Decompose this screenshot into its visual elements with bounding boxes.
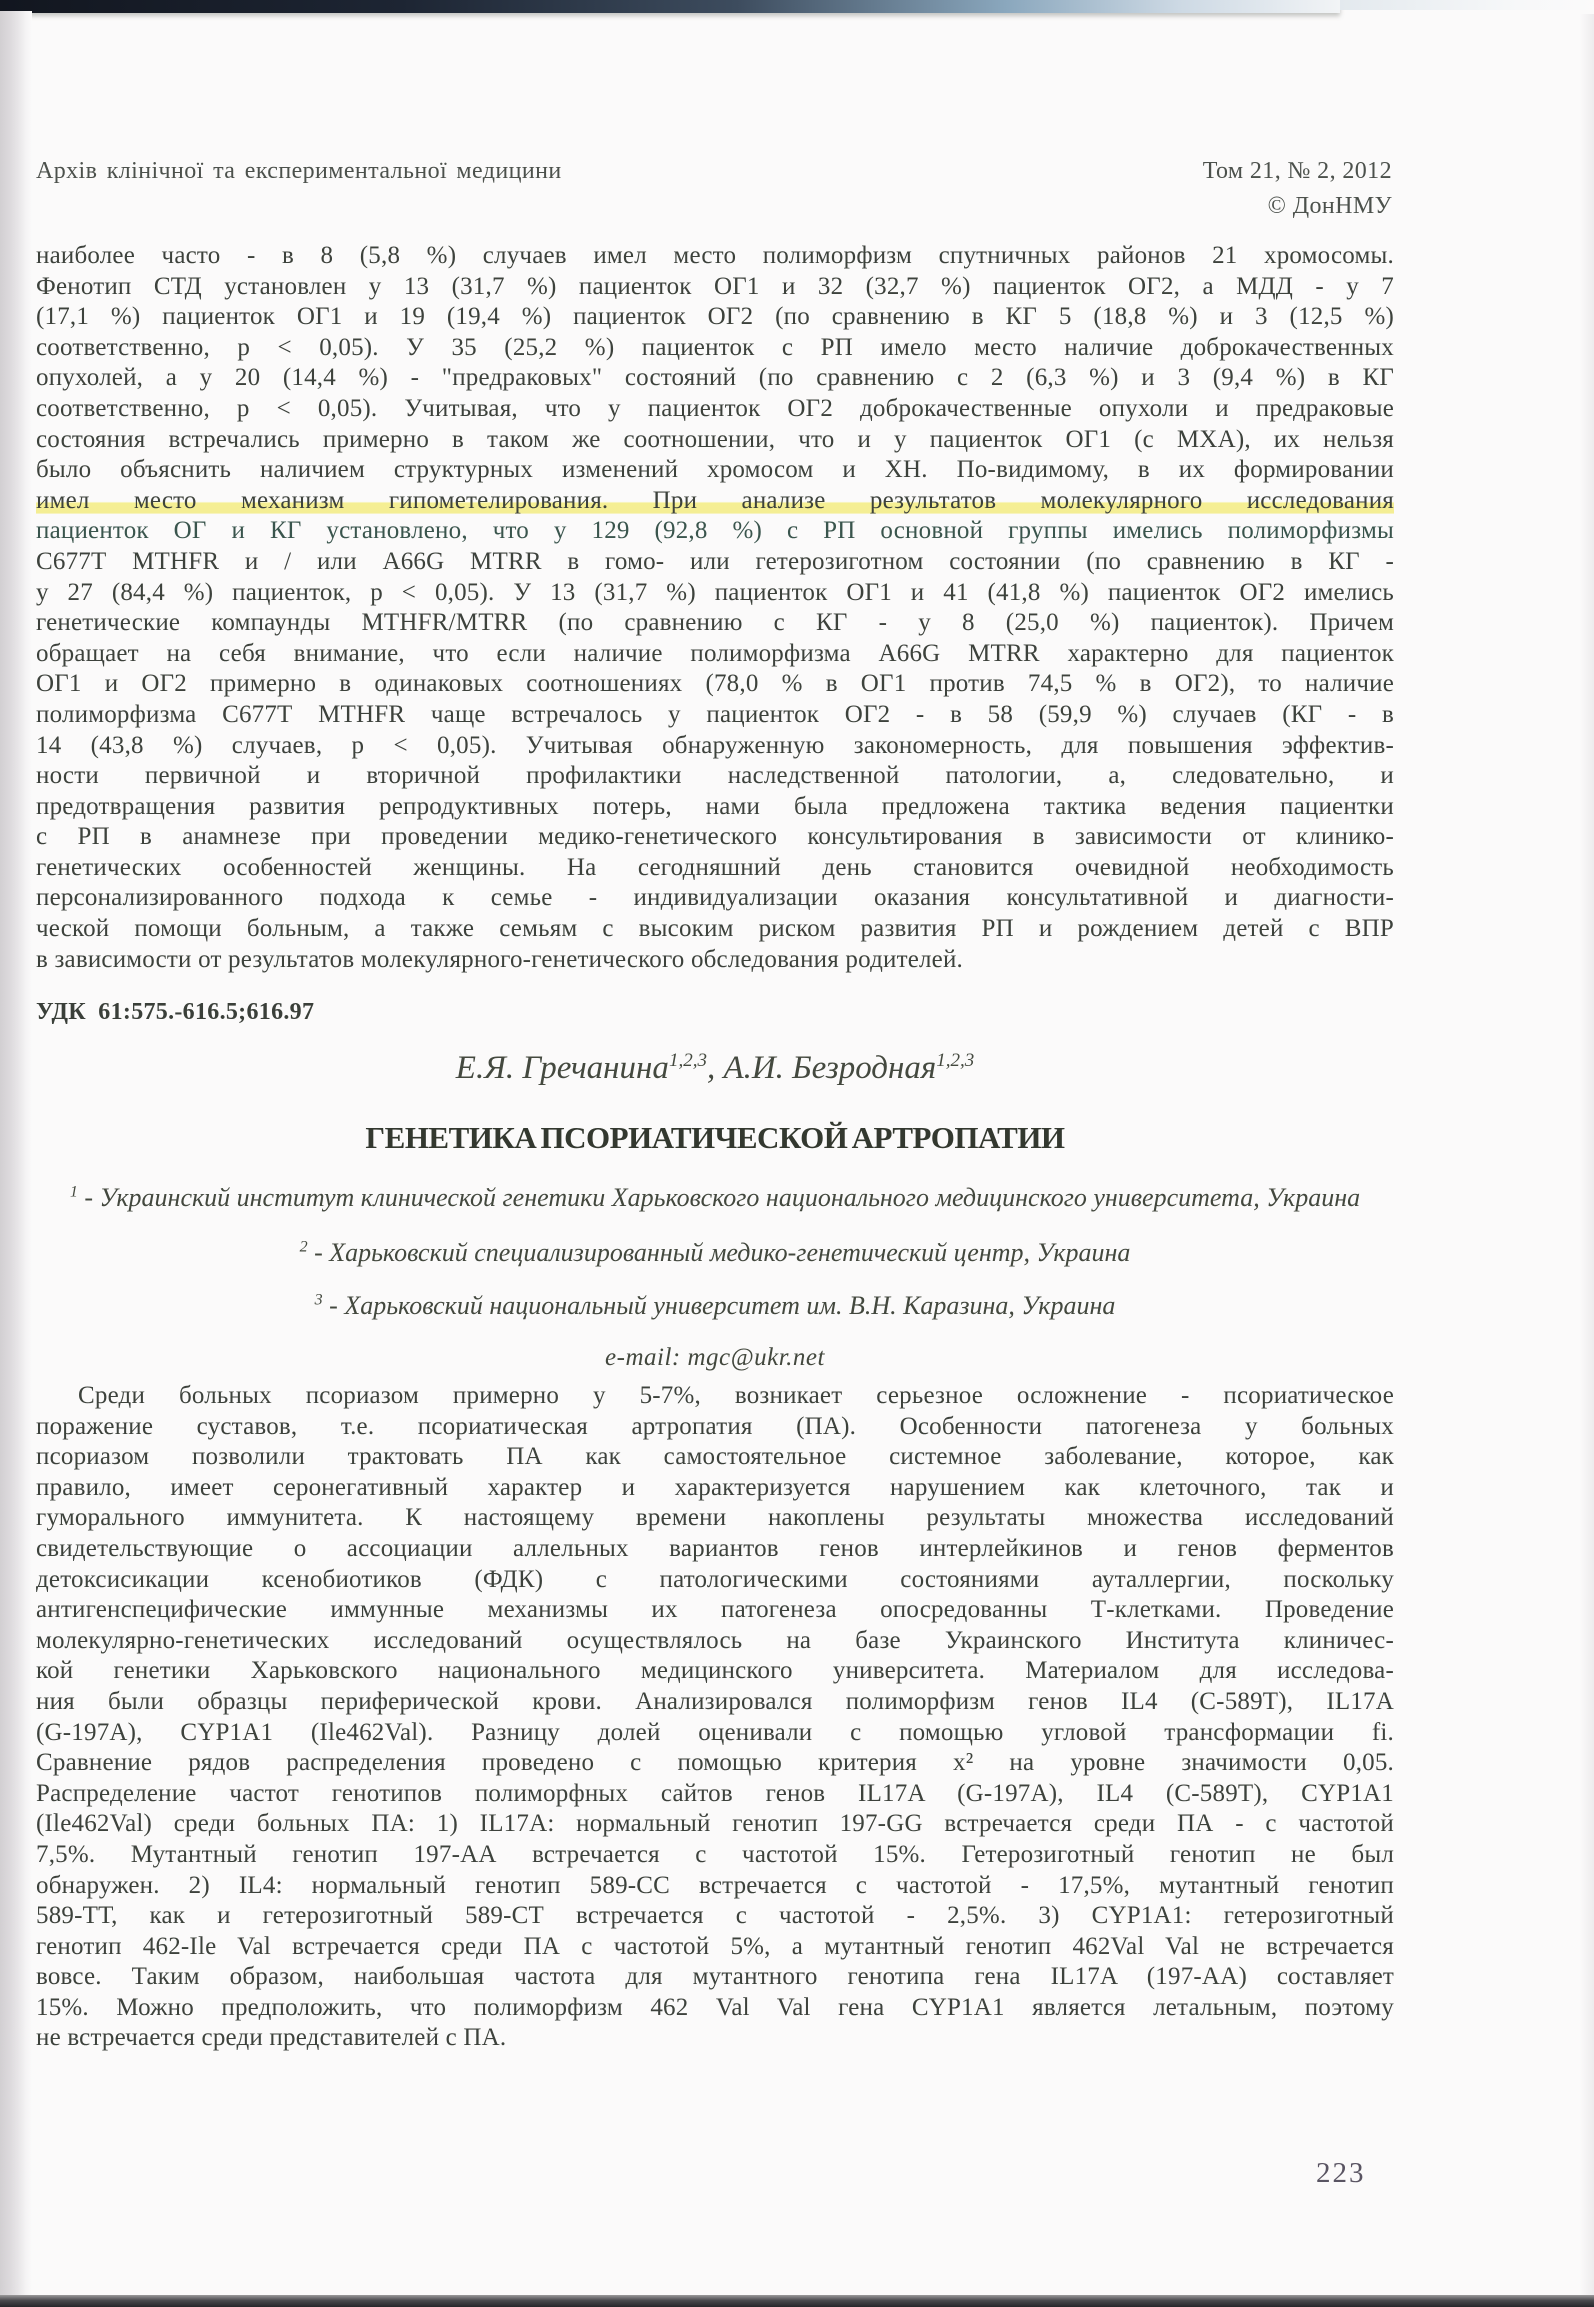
text-line: было объяснить наличием структурных изменений хромосом и ХН. По-видимому, в их формировании <box>36 456 1394 484</box>
issue-header <box>1203 154 1392 224</box>
preceding-article-body-text <box>36 241 1394 975</box>
text-line: 7,5%. Мутантный генотип 197-АА встречается с частотой 15%. Гетерозиготный генотип не был <box>36 1840 1394 1868</box>
issue-copyright: © ДонНМУ <box>1267 193 1392 219</box>
text-line: Среди больных псориазом примерно у 5-7%, возникает серьезное осложнение - псориатическое <box>78 1382 1394 1409</box>
text-line: не встречается среди представителей с ПА. <box>36 2024 507 2052</box>
text-line: обращает на себя внимание, что если наличие полиморфизма A66G MTRR характерно для пациенток <box>36 639 1394 667</box>
text-line: соответственно, р < 0,05). Учитывая, что у пациенток ОГ2 доброкачественные опухоли и предраковые <box>36 394 1394 422</box>
text-line: ческой помощи больным, а также семьям с высоким риском развития РП и рождением детей с ВПР <box>36 915 1394 943</box>
author-affil-marks: 1,2,3 <box>668 1050 707 1071</box>
text-line: вовсе. Таким образом, наибольшая частота для мутантного генотипа гена IL17A (197-АА) составляет <box>36 1963 1394 1991</box>
abstract-body-text <box>36 1381 1394 2054</box>
affiliation-text: - Харьковский специализированный медико-генетический центр, Украина <box>307 1238 1131 1267</box>
text-line: ния были образцы периферической крови. Анализировался полиморфизм генов IL4 (C-589T), IL17A <box>36 1687 1394 1715</box>
text-line: у 27 (84,4 %) пациенток, р < 0,05). У 13 (31,7 %) пациенток ОГ1 и 41 (41,8 %) пациенток ОГ2 имелись <box>36 578 1394 606</box>
text-line: соответственно, р < 0,05). У 35 (25,2 %) пациенток с РП имело место наличие доброкачественных <box>36 333 1394 361</box>
scan-edge-top-fade <box>1340 0 1594 10</box>
text-line: (G-197A), CYP1A1 (Ile462Val). Разницу долей оценивали с помощью угловой трансформации fi. <box>36 1718 1394 1746</box>
affiliation-mark: 2 <box>299 1238 308 1256</box>
text-line: кой генетики Харьковского национального медицинского университета. Материалом для исследова- <box>36 1657 1394 1685</box>
text-line: пациенток ОГ и КГ установлено, что у 129 (92,8 %) с РП основной группы имелись полиморфизмы <box>36 517 1394 545</box>
text-line: поражение суставов, т.е. псориатическая артропатия (ПА). Особенности патогенеза у больных <box>36 1412 1394 1440</box>
text-line: полиморфизма С677Т MTHFR чаще встречалось у пациенток ОГ2 - в 58 (59,9 %) случаев (КГ - в <box>36 700 1394 728</box>
text-line: ОГ1 и ОГ2 примерно в одинаковых соотношениях (78,0 % в ОГ1 против 74,5 % в ОГ2), то наличие <box>36 670 1394 698</box>
text-line: состояния встречались примерно в таком же соотношении, что и у пациенток ОГ1 (с МХА), их нельзя <box>36 425 1394 453</box>
text-line: генетических особенностей женщины. На сегодняшний день становится очевидной необходимость <box>36 853 1394 881</box>
authors-separator: , <box>706 1050 724 1086</box>
scan-edge-bottom <box>0 2295 1594 2307</box>
text-line: С677Т MTHFR и / или A66G MTRR в гомо- или гетерозиготном состоянии (по сравнению в КГ - <box>36 547 1394 575</box>
affiliation-mark: 1 <box>69 1183 78 1201</box>
text-line: Фенотип СТД установлен у 13 (31,7 %) пациенток ОГ1 и 32 (32,7 %) пациенток ОГ2, а МДД - у 7 <box>36 272 1394 300</box>
text-line: антигенспецифические иммунные механизмы их патогенеза опосредованны Т-клетками. Проведение <box>36 1596 1394 1624</box>
email-line: e-mail: mgc@ukr.net <box>605 1344 825 1371</box>
text-line: Распределение частот генотипов полиморфных сайтов генов IL17A (G-197A), IL4 (C-589T), CYP1A1 <box>36 1779 1394 1807</box>
authors-line <box>0 1050 1430 1087</box>
text-line: (17,1 %) пациенток ОГ1 и 19 (19,4 %) пациенток ОГ2 (по сравнению в КГ 5 (18,8 %) и 3 (12,5 %) <box>36 303 1394 331</box>
text-line: обнаружен. 2) IL4: нормальный генотип 589-СС встречается с частотой - 17,5%, мутантный генотип <box>36 1871 1394 1899</box>
text-line: генетические компаунды MTHFR/MTRR (по сравнению с КГ - у 8 (25,0 %) пациенток). Причем <box>36 609 1394 637</box>
text-line: гуморального иммунитета. К настоящему времени накоплены результаты множества исследований <box>36 1504 1394 1532</box>
author-name: А.И. Безродная <box>723 1050 937 1086</box>
text-line: 14 (43,8 %) случаев, р < 0,05). Учитывая обнаруженную закономерность, для повышения эффектив- <box>36 731 1394 759</box>
text-line: правило, имеет серонегативный характер и характеризуется нарушением как клеточного, так и <box>36 1473 1394 1501</box>
scan-edge-top <box>0 0 1340 13</box>
affiliation-mark: 3 <box>314 1291 323 1309</box>
text-line: опухолей, а у 20 (14,4 %) - "предраковых" состояний (по сравнению с 2 (6,3 %) и 3 (9,4 %) в КГ <box>36 364 1394 392</box>
text-line: Сравнение рядов распределения проведено с помощью критерия х² на уровне значимости 0,05. <box>36 1749 1394 1777</box>
article-title: ГЕНЕТИКА ПСОРИАТИЧЕСКОЙ АРТРОПАТИИ <box>365 1120 1065 1155</box>
text-line: наиболее часто - в 8 (5,8 %) случаев имел место полиморфизм спутничных районов 21 хромосомы. <box>36 242 1394 269</box>
text-line: генотип 462-Ile Val встречается среди ПА с частотой 5%, а мутантный генотип 462Val Val не встречается <box>36 1932 1394 1960</box>
text-line: персонализированного подхода к семье - индивидуализации оказания консультативной и диагности- <box>36 884 1394 912</box>
text-line: 15%. Можно предположить, что полиморфизм 462 Val Val гена CYP1A1 является летальным, поэтому <box>36 1993 1394 2021</box>
text-line: псориазом позволили трактовать ПА как самостоятельное системное заболевание, которое, как <box>36 1443 1394 1471</box>
text-line: молекулярно-генетических исследований осуществлялось на базе Украинского Института клиничес- <box>36 1626 1394 1654</box>
udk-code: УДК 61:575.-616.5;616.97 <box>36 999 315 1025</box>
affiliation-text: - Украинский институт клинической генетики Харьковского национального медицинского университета, Украина <box>77 1183 1361 1212</box>
affiliation-text: - Харьковский национальный университет им. В.Н. Каразина, Украина <box>322 1291 1116 1320</box>
page-number: 223 <box>1316 2157 1366 2189</box>
scan-edge-right <box>1580 14 1594 2295</box>
text-line: с РП в анамнезе при проведении медико-генетического консультирования в зависимости от клинико- <box>36 823 1394 851</box>
author-affil-marks: 1,2,3 <box>936 1050 975 1071</box>
affiliation-2 <box>0 1238 1430 1268</box>
journal-title-header: Архів клінічної та експериментальної медицини <box>36 158 562 184</box>
text-line: детоксисикации ксенобиотиков (ФДК) с патологическими состояниями ауталлергии, поскольку <box>36 1565 1394 1593</box>
affiliation-1 <box>0 1183 1430 1213</box>
text-line: в зависимости от результатов молекулярного-генетического обследования родителей. <box>36 945 963 973</box>
text-line: ности первичной и вторичной профилактики наследственной патологии, а, следовательно, и <box>36 762 1394 790</box>
text-line: 589-ТТ, как и гетерозиготный 589-СТ встречается с частотой - 2,5%. 3) CYP1A1: гетерозиготный <box>36 1902 1394 1930</box>
issue-volume: Том 21, № 2, 2012 <box>1202 158 1392 184</box>
affiliation-3 <box>0 1291 1430 1321</box>
text-line: (Ile462Val) среди больных ПА: 1) IL17A: нормальный генотип 197-GG встречается среди ПА - с частотой <box>36 1810 1394 1838</box>
text-line: свидетельствующие о ассоциации аллельных вариантов генов интерлейкинов и генов ферментов <box>36 1534 1394 1562</box>
author-name: Е.Я. Гречанина <box>455 1050 669 1086</box>
text-line: предотвращения развития репродуктивных потерь, нами была предложена тактика ведения пациентки <box>36 792 1394 820</box>
text-line: имел место механизм гипометелирования. При анализе результатов молекулярного исследования <box>36 486 1394 517</box>
